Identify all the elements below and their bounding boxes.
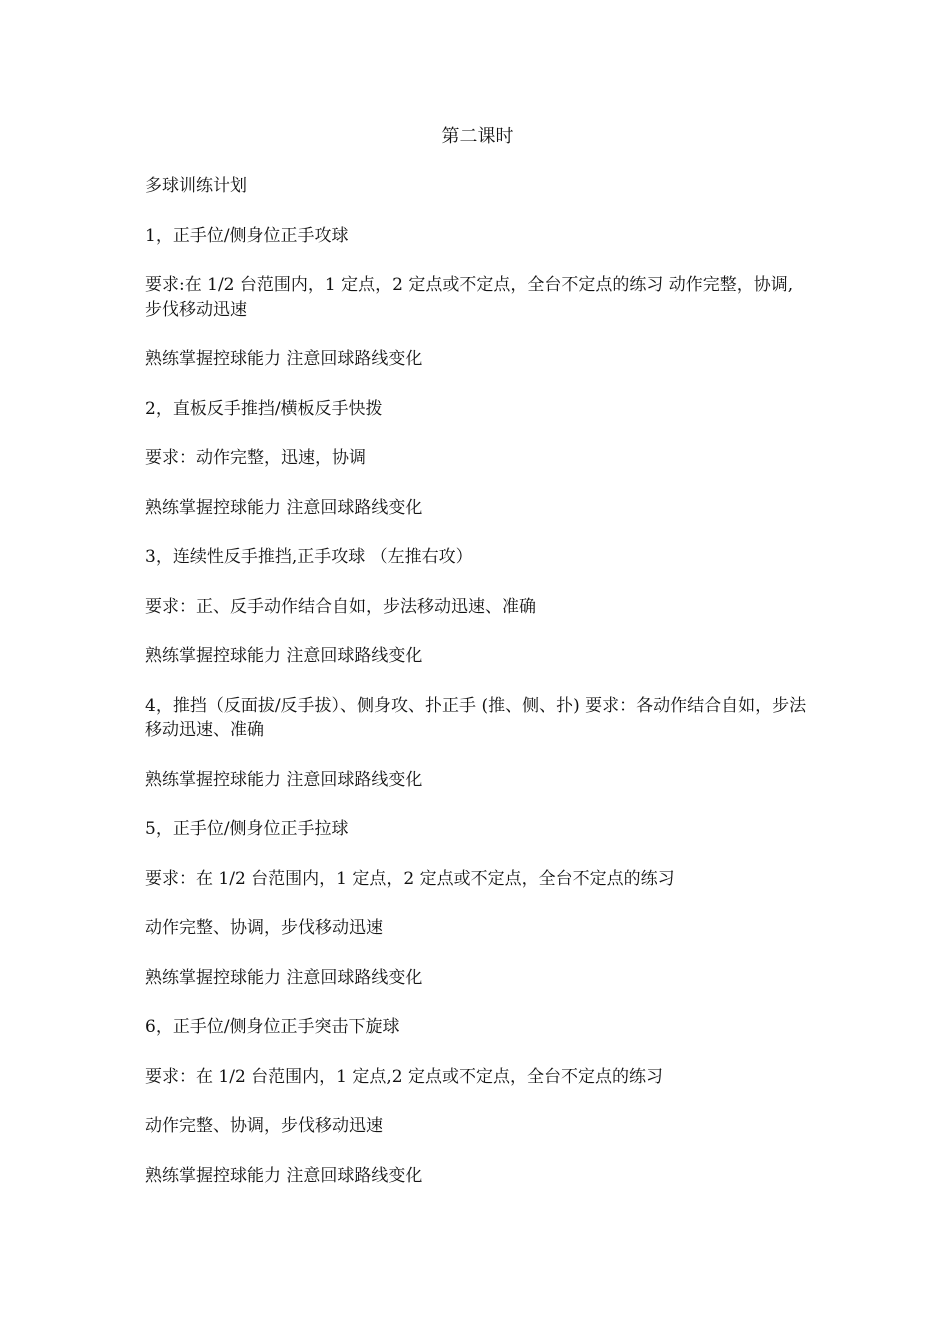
drill-item-6: 6，正手位/侧身位正手突击下旋球 (145, 1017, 400, 1037)
drill-note-3: 熟练掌握控球能力 注意回球路线变化 (145, 646, 423, 666)
drill-note-6: 熟练掌握控球能力 注意回球路线变化 (145, 1165, 423, 1186)
drill-note-2: 熟练掌握控球能力 注意回球路线变化 (145, 497, 423, 518)
page-title: 第二课时 (441, 126, 514, 147)
drill-note-5: 熟练掌握控球能力 注意回球路线变化 (145, 967, 423, 988)
drill-note-1: 熟练掌握控球能力 注意回球路线变化 (145, 349, 423, 369)
drill-item-5: 5，正手位/侧身位正手拉球 (145, 819, 349, 839)
drill-requirement-6: 要求：在 1/2 台范围内，1 定点,2 定点或不定点，全台不定点的练习 (145, 1066, 664, 1087)
drill-requirement-3: 要求：正、反手动作结合自如，步法移动迅速、准确 (145, 596, 536, 617)
drill-requirement-2: 要求：动作完整，迅速，协调 (145, 448, 366, 468)
drill-item-1: 1，正手位/侧身位正手攻球 (145, 225, 349, 246)
drill-item-2: 2，直板反手推挡/横板反手快拨 (145, 398, 383, 419)
drill-requirement-6-cont: 动作完整、协调，步伐移动迅速 (145, 1116, 383, 1136)
drill-requirement-5-cont: 动作完整、协调，步伐移动迅速 (145, 918, 383, 938)
drill-note-4: 熟练掌握控球能力 注意回球路线变化 (145, 769, 423, 790)
drill-requirement-5: 要求：在 1/2 台范围内，1 定点，2 定点或不定点，全台不定点的练习 (145, 868, 675, 889)
section-heading: 多球训练计划 (145, 176, 247, 196)
drill-item-4: 4，推挡（反面拔/反手拔）、侧身攻、扑正手 (推、侧、扑) 要求：各动作结合自如，步法移动迅速、准确 (145, 695, 807, 740)
drill-requirement-1: 要求:在 1/2 台范围内，1 定点，2 定点或不定点，全台不定点的练习 动作完整，协调,步伐移动迅速 (145, 275, 794, 320)
drill-item-3: 3，连续性反手推挡,正手攻球 （左推右攻） (145, 547, 473, 567)
document-body (145, 124, 810, 1213)
